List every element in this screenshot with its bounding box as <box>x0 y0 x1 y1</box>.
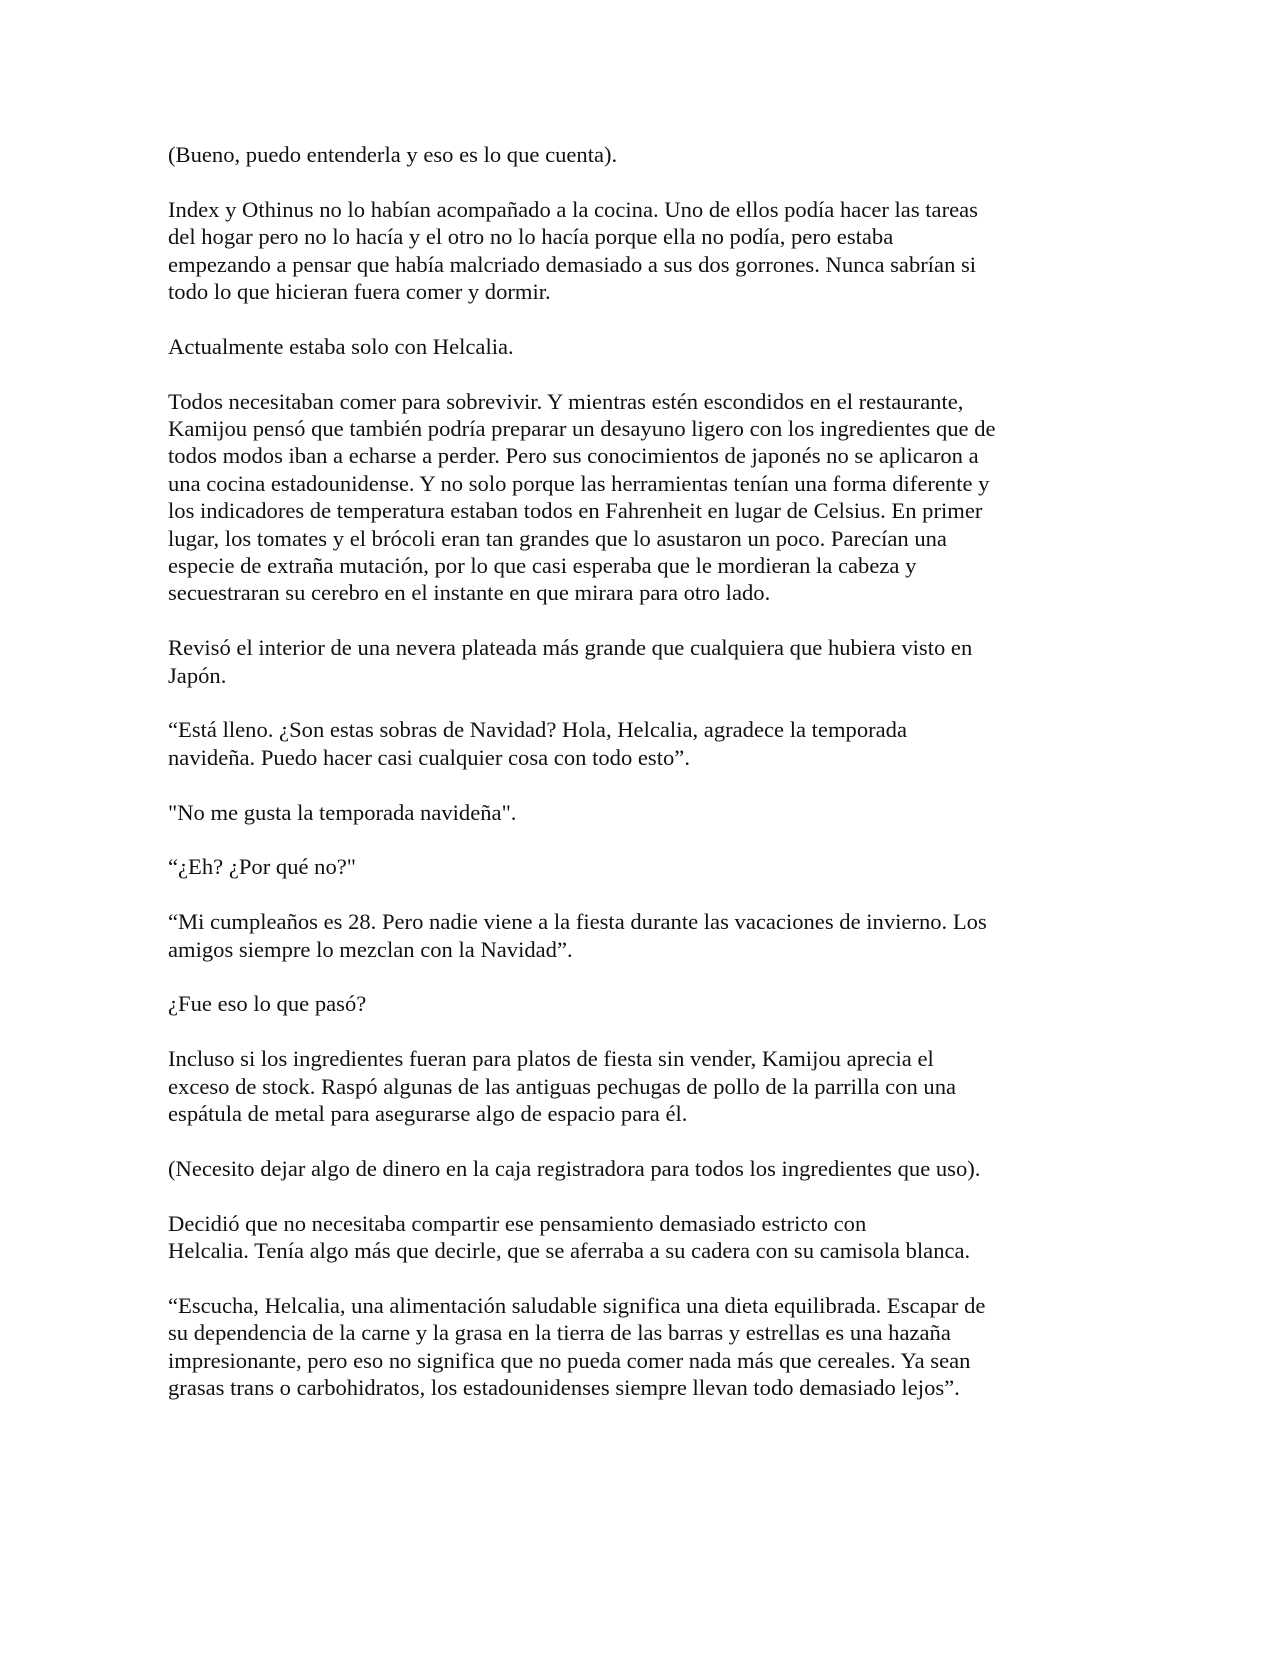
text-line: “¿Eh? ¿Por qué no?" <box>168 854 357 880</box>
text-line: Todos necesitaban comer para sobrevivir. Y mientras estén escondidos en el restaurante, <box>168 388 964 414</box>
text-line: del hogar pero no lo hacía y el otro no lo hacía porque ella no podía, pero estaba <box>168 224 894 250</box>
text-line: exceso de stock. Raspó algunas de las antiguas pechugas de pollo de la parrilla con una <box>168 1073 957 1099</box>
text-line: "No me gusta la temporada navideña". <box>168 799 517 825</box>
paragraph <box>168 716 1068 771</box>
text-line: una cocina estadounidense. Y no solo porque las herramientas tenían una forma diferente y <box>168 470 990 496</box>
paragraph <box>168 388 1068 607</box>
text-line: secuestraran su cerebro en el instante en que mirara para otro lado. <box>168 580 771 606</box>
text-line: Helcalia. Tenía algo más que decirle, que se aferraba a su cadera con su camisola blanca. <box>168 1238 971 1264</box>
paragraph <box>168 799 1068 826</box>
text-line: Decidió que no necesitaba compartir ese pensamiento demasiado estricto con <box>168 1210 867 1236</box>
paragraph <box>168 141 1068 168</box>
paragraph <box>168 1045 1068 1127</box>
paragraph <box>168 333 1068 360</box>
text-line: Japón. <box>168 662 227 688</box>
text-line: amigos siempre lo mezclan con la Navidad”. <box>168 936 573 962</box>
text-line: Index y Othinus no lo habían acompañado a la cocina. Uno de ellos podía hacer las tareas <box>168 196 978 222</box>
text-line: navideña. Puedo hacer casi cualquier cosa con todo esto”. <box>168 744 690 770</box>
text-line: “Mi cumpleaños es 28. Pero nadie viene a la fiesta durante las vacaciones de invierno. Los <box>168 909 987 935</box>
paragraph <box>168 853 1068 880</box>
paragraph <box>168 634 1068 689</box>
text-line: “Está lleno. ¿Son estas sobras de Navidad? Hola, Helcalia, agradece la temporada <box>168 717 908 743</box>
text-line: (Bueno, puedo entenderla y eso es lo que cuenta). <box>168 142 618 167</box>
text-line: grasas trans o carbohidratos, los estadounidenses siempre llevan todo demasiado lejos”. <box>168 1375 960 1401</box>
text-line: “Escucha, Helcalia, una alimentación saludable significa una dieta equilibrada. Escapar de <box>168 1292 986 1318</box>
text-line: especie de extraña mutación, por lo que casi esperaba que le mordieran la cabeza y <box>168 553 917 579</box>
text-line: los indicadores de temperatura estaban todos en Fahrenheit en lugar de Celsius. En primer <box>168 498 983 524</box>
text-line: Incluso si los ingredientes fueran para platos de fiesta sin vender, Kamijou aprecia el <box>168 1046 934 1072</box>
paragraph <box>168 990 1068 1017</box>
text-line: lugar, los tomates y el brócoli eran tan grandes que lo asustaron un poco. Parecían una <box>168 525 947 551</box>
paragraph <box>168 908 1068 963</box>
text-line: espátula de metal para asegurarse algo de espacio para él. <box>168 1101 688 1127</box>
text-line: impresionante, pero eso no significa que no pueda comer nada más que cereales. Ya sean <box>168 1347 971 1373</box>
text-line: empezando a pensar que había malcriado demasiado a sus dos gorrones. Nunca sabrían si <box>168 251 977 277</box>
text-line: todos modos iban a echarse a perder. Pero sus conocimientos de japonés no se aplicaron a <box>168 443 979 469</box>
text-line: su dependencia de la carne y la grasa en la tierra de las barras y estrellas es una hazaña <box>168 1320 951 1346</box>
text-line: (Necesito dejar algo de dinero en la caja registradora para todos los ingredientes que uso). <box>168 1155 981 1181</box>
paragraph <box>168 1210 1068 1265</box>
document-page <box>168 141 1068 1429</box>
text-line: Revisó el interior de una nevera plateada más grande que cualquiera que hubiera visto en <box>168 635 973 661</box>
text-line: ¿Fue eso lo que pasó? <box>168 991 367 1017</box>
text-line: Actualmente estaba solo con Helcalia. <box>168 333 514 359</box>
paragraph <box>168 196 1068 306</box>
text-line: todo lo que hicieran fuera comer y dormir. <box>168 279 551 305</box>
text-line: Kamijou pensó que también podría preparar un desayuno ligero con los ingredientes que de <box>168 416 996 442</box>
paragraph <box>168 1155 1068 1182</box>
paragraph <box>168 1292 1068 1402</box>
